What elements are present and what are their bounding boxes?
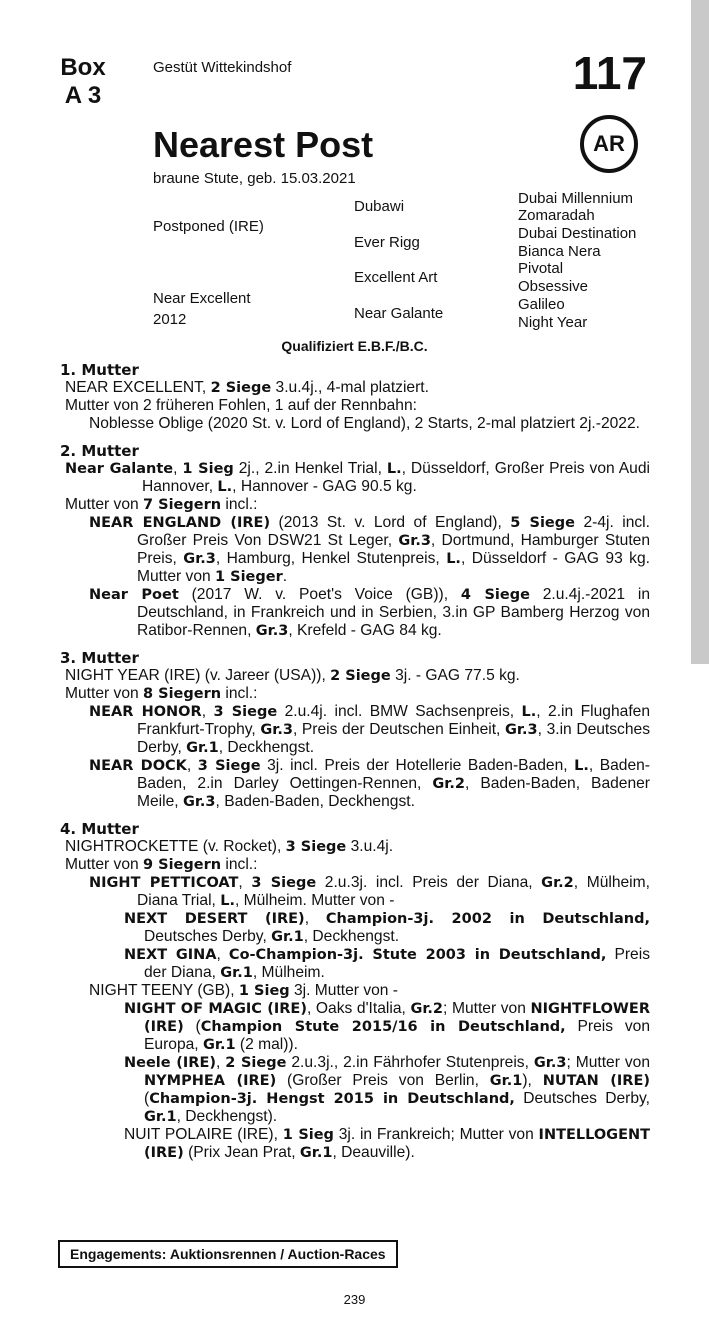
- text: Mutter von: [65, 496, 143, 513]
- text: , Düsseldorf - GAG 93 kg. Mutter von: [137, 550, 650, 585]
- wins: 2 Siege: [330, 668, 391, 684]
- text: 2j., 2.in Henkel Trial,: [233, 460, 387, 477]
- winners-count: 9 Siegern: [143, 857, 222, 873]
- breeder: Gestüt Wittekindshof: [153, 59, 292, 76]
- text: 3j. Mutter von -: [289, 982, 398, 999]
- text: Mutter von: [65, 856, 143, 873]
- dam-name: Near Galante: [65, 461, 174, 477]
- pedigree-gen2: Near Galante: [354, 305, 444, 322]
- dam-record: [60, 667, 650, 685]
- race-grade: Gr.2: [432, 776, 465, 792]
- horse: NIGHT OF MAGIC (IRE): [124, 1001, 307, 1017]
- section-title: 3. Mutter: [60, 649, 139, 667]
- race-grade: Gr.1: [299, 1145, 333, 1161]
- text: 2.u.4j.-2021 in Deutschland, in Frankreich und in Serbien, 3.in GP Bamberg Herzog von Ratibor-Rennen,: [137, 586, 650, 639]
- wins: 1 Sieg: [182, 461, 234, 477]
- text: (: [183, 1018, 201, 1035]
- engagements-box: Engagements: Auktionsrennen / Auction-Races: [58, 1240, 398, 1268]
- pedigree-sire: Postponed (IRE): [153, 218, 264, 235]
- dam-line-content: [60, 361, 650, 1162]
- text: Deutsches Derby,: [514, 1090, 650, 1107]
- race-grade: Gr.1: [220, 965, 253, 981]
- text: , Dortmund, Hamburger Stuten Preis,: [137, 532, 650, 567]
- race-grade: L.: [217, 479, 233, 495]
- text: ,: [216, 946, 229, 963]
- produce-sub-entry: [60, 910, 650, 946]
- text: ,: [201, 703, 214, 720]
- dam-record: [60, 379, 650, 397]
- text: (2017 W. v. Poet's Voice (GB)),: [178, 586, 461, 603]
- text: , Preis der Deutschen Einheit,: [292, 721, 506, 738]
- text: , Düsseldorf, Großer Preis von Audi Hannover,: [142, 460, 650, 495]
- produce-entry: [60, 586, 650, 640]
- section-fourth-dam: [60, 820, 650, 1162]
- championship: Champion Stute 2015/16 in Deutschland,: [200, 1019, 566, 1035]
- text: ; Mutter von: [566, 1054, 650, 1071]
- race-grade: Gr.1: [144, 1109, 177, 1125]
- text: 3j. in Frankreich; Mutter von: [333, 1126, 539, 1143]
- wins: 3 Siege: [285, 839, 347, 855]
- section-third-dam: [60, 649, 650, 811]
- wins: 1 Sieg: [282, 1127, 334, 1143]
- text: 3.u.4j.: [346, 838, 394, 855]
- pedigree-gen3: Galileo: [518, 296, 565, 313]
- race-grade: Gr.1: [271, 929, 304, 945]
- text: , Deckhengst).: [176, 1108, 278, 1125]
- winners-count: 1 Sieger: [215, 569, 283, 585]
- race-grade: Gr.3: [505, 722, 538, 738]
- produce-intro: [60, 685, 650, 703]
- wins: 3 Siege: [251, 875, 317, 891]
- text: 2.u.3j. incl. Preis der Diana,: [316, 874, 542, 891]
- horse-name: Nearest Post: [153, 124, 374, 165]
- text: , Baden-Baden, 2.in Darley Oettingen-Rennen,: [137, 757, 651, 792]
- race-grade: L.: [446, 551, 461, 567]
- text: NIGHT TEENY (GB),: [89, 982, 239, 999]
- section-title: 1. Mutter: [60, 361, 139, 379]
- text: NUIT POLAIRE (IRE),: [124, 1126, 283, 1143]
- produce-intro: Mutter von 2 früheren Fohlen, 1 auf der Rennbahn:: [65, 397, 417, 414]
- wins: 3 Siege: [197, 758, 261, 774]
- horse: NEAR HONOR: [89, 704, 202, 720]
- text: , 2.in Flughafen Frankfurt-Trophy,: [137, 703, 650, 738]
- pedigree-gen3: Zomaradah: [518, 207, 595, 224]
- text: , Mülheim, Diana Trial,: [137, 874, 650, 909]
- dam-record: [60, 838, 650, 856]
- text: 3j. - GAG 77.5 kg.: [390, 667, 520, 684]
- race-grade: Gr.1: [489, 1073, 523, 1089]
- text: .: [282, 568, 288, 585]
- pedigree-gen3: Dubai Destination: [518, 225, 637, 242]
- text: NIGHT YEAR (IRE) (v. Jareer (USA)),: [65, 667, 331, 684]
- box-label: [60, 54, 106, 110]
- race-grade: Gr.3: [260, 722, 293, 738]
- lot-number: 117: [572, 47, 647, 99]
- pedigree-dam: Near Excellent: [153, 290, 251, 307]
- section-second-dam: [60, 442, 650, 640]
- horse: NIGHTFLOWER (IRE): [144, 1001, 650, 1035]
- pedigree-gen3: Dubai Millennium: [518, 190, 634, 207]
- pedigree-gen3: Obsessive: [518, 278, 589, 295]
- horse: NEAR DOCK: [89, 758, 187, 774]
- text: Preis von Europa,: [144, 1018, 650, 1053]
- text: 2.u.3j., 2.in Fährhofer Stutenpreis,: [286, 1054, 534, 1071]
- championship: Champion-3j. Hengst 2015 in Deutschland,: [149, 1091, 515, 1107]
- text: ,: [215, 1054, 226, 1071]
- text: , Oaks d'Italia,: [306, 1000, 411, 1017]
- text: (Prix Jean Prat,: [183, 1144, 300, 1161]
- horse: NIGHT PETTICOAT: [89, 875, 239, 891]
- text: , Mülheim.: [252, 964, 325, 981]
- winners-count: 7 Siegern: [143, 497, 222, 513]
- text: , Deckhengst.: [218, 739, 315, 756]
- qualification: Qualifiziert E.B.F./B.C.: [281, 338, 428, 354]
- horse-description: braune Stute, geb. 15.03.2021: [153, 170, 356, 187]
- wins: 4 Siege: [460, 587, 530, 603]
- text: ,: [173, 460, 183, 477]
- section-title: 2. Mutter: [60, 442, 139, 460]
- pedigree-gen2: Ever Rigg: [354, 234, 420, 251]
- wins: 3 Siege: [213, 704, 278, 720]
- wins: 2 Siege: [210, 380, 272, 396]
- text: 3j. incl. Preis der Hotellerie Baden-Baden,: [260, 757, 575, 774]
- race-grade: L.: [220, 893, 235, 909]
- produce-sub-entry: [60, 946, 650, 982]
- text: ,: [186, 757, 198, 774]
- text: , Deauville).: [332, 1144, 415, 1161]
- produce-sub-entry: [60, 1054, 650, 1126]
- text: (Großer Preis von Berlin,: [276, 1072, 490, 1089]
- text: , Hannover - GAG 90.5 kg.: [232, 478, 417, 495]
- race-grade: Gr.3: [183, 551, 216, 567]
- pedigree-gen3: Pivotal: [518, 260, 564, 277]
- race-grade: Gr.3: [182, 794, 216, 810]
- race-grade: Gr.3: [398, 533, 431, 549]
- race-grade: Gr.3: [533, 1055, 567, 1071]
- text: (: [144, 1090, 150, 1107]
- race-grade: L.: [574, 758, 589, 774]
- horse: NEXT GINA: [124, 947, 217, 963]
- produce-sub-entry: [60, 1126, 650, 1162]
- text: ,: [238, 874, 252, 891]
- text: Mutter von: [65, 685, 143, 702]
- wins: 1 Sieg: [238, 983, 290, 999]
- text: incl.:: [221, 496, 258, 513]
- text: 3.u.4j., 4-mal platziert.: [271, 379, 429, 396]
- section-first-dam: [60, 361, 650, 433]
- box-word: Box: [60, 54, 106, 81]
- produce-entry: [60, 757, 650, 811]
- race-grade: L.: [521, 704, 537, 720]
- text: incl.:: [221, 685, 258, 702]
- winners-count: 8 Siegern: [143, 686, 222, 702]
- race-grade: Gr.2: [410, 1001, 444, 1017]
- race-grade: L.: [386, 461, 402, 477]
- pedigree-gen3: Bianca Nera: [518, 243, 601, 260]
- produce-entry: [60, 982, 650, 1000]
- wins: 2 Siege: [225, 1055, 287, 1071]
- page-number: 239: [343, 1292, 366, 1307]
- produce-entry: [60, 514, 650, 586]
- dam-record: [60, 460, 650, 496]
- section-title: 4. Mutter: [60, 820, 139, 838]
- text: Preis der Diana,: [144, 946, 650, 981]
- race-grade: Gr.1: [186, 740, 219, 756]
- text: 2-4j. incl. Großer Preis Von DSW21 St Leger,: [137, 514, 650, 549]
- pedigree-dam-year: 2012: [153, 311, 187, 328]
- text: , Baden-Baden, Badener Meile,: [137, 775, 650, 810]
- produce-entry: [60, 703, 650, 757]
- pedigree-gen2: Excellent Art: [354, 269, 438, 286]
- text: ; Mutter von: [443, 1000, 531, 1017]
- race-grade: Gr.1: [202, 1037, 236, 1053]
- horse: Neele (IRE): [124, 1055, 216, 1071]
- produce-entry: Noblesse Oblige (2020 St. v. Lord of England), 2 Starts, 2-mal platziert 2j.-2022.: [89, 415, 640, 432]
- championship: Champion-3j. 2002 in Deutschland,: [325, 911, 650, 927]
- pedigree-gen2: Dubawi: [354, 198, 405, 215]
- text: incl.:: [221, 856, 258, 873]
- horse: INTELLOGENT (IRE): [144, 1127, 650, 1161]
- text: NIGHTROCKETTE (v. Rocket),: [65, 838, 286, 855]
- text: , Deckhengst.: [303, 928, 400, 945]
- scrollbar-thumb[interactable]: [691, 0, 709, 664]
- text: 2.u.4j. incl. BMW Sachsenpreis,: [277, 703, 522, 720]
- horse: NEAR ENGLAND (IRE): [89, 515, 271, 531]
- produce-entry: [60, 874, 650, 910]
- produce-sub-entry: [60, 1000, 650, 1054]
- text: ),: [522, 1072, 543, 1089]
- text: , Mülheim. Mutter von -: [234, 892, 395, 909]
- box-value: A 3: [64, 82, 102, 109]
- text: , Baden-Baden, Deckhengst.: [215, 793, 415, 810]
- horse: NUTAN (IRE): [542, 1073, 650, 1089]
- pedigree-gen3: Night Year: [518, 314, 588, 331]
- race-grade: Gr.2: [541, 875, 574, 891]
- produce-intro: [60, 496, 650, 514]
- horse: Near Poet: [89, 587, 179, 603]
- race-grade: Gr.3: [255, 623, 289, 639]
- text: Deutsches Derby,: [144, 928, 272, 945]
- wins: 5 Siege: [510, 515, 575, 531]
- text: (2 mal)).: [235, 1036, 298, 1053]
- championship: Co-Champion-3j. Stute 2003 in Deutschland,: [228, 947, 607, 963]
- text: NEAR EXCELLENT,: [65, 379, 211, 396]
- text: , Hamburg, Henkel Stutenpreis,: [215, 550, 447, 567]
- text: , 3.in Deutsches Derby,: [137, 721, 651, 756]
- horse: NEXT DESERT (IRE): [124, 911, 305, 927]
- text: ,: [304, 910, 326, 927]
- text: (2013 St. v. Lord of England),: [270, 514, 511, 531]
- ar-badge: AR: [580, 115, 638, 173]
- produce-intro: [60, 856, 650, 874]
- text: , Krefeld - GAG 84 kg.: [288, 622, 442, 639]
- horse: NYMPHEA (IRE): [144, 1073, 277, 1089]
